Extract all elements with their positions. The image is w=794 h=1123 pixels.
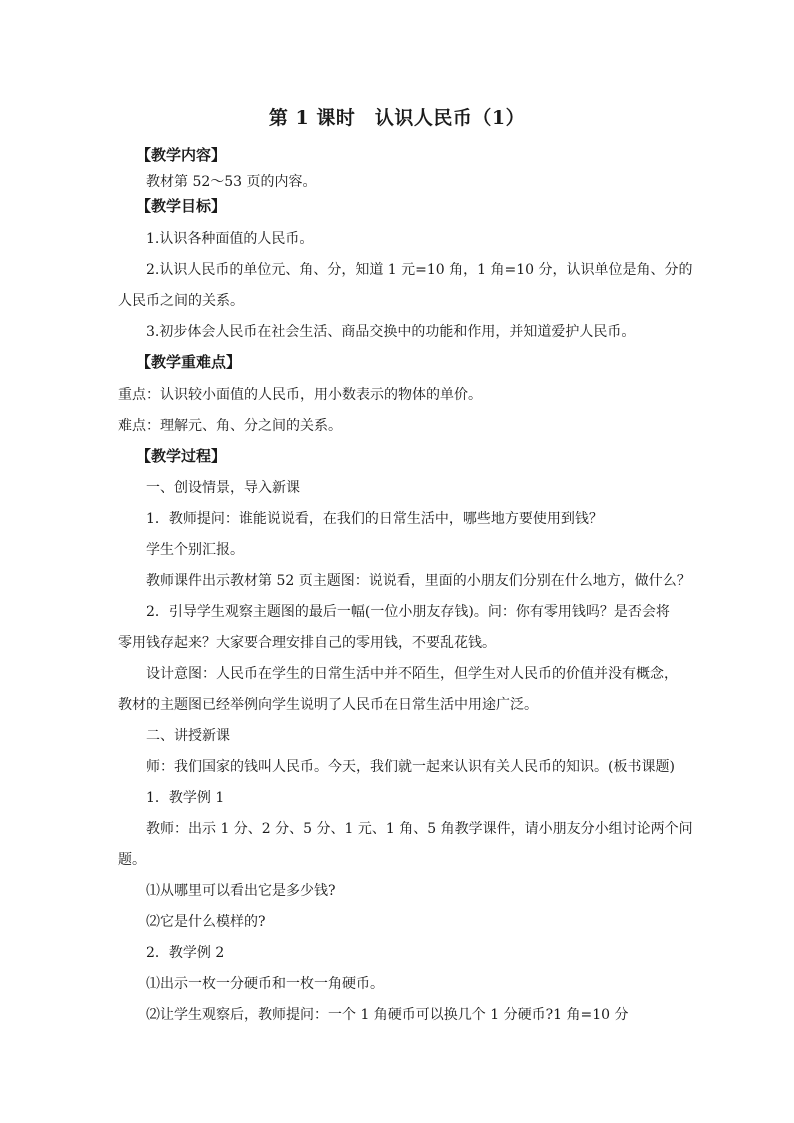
paragraph: 学生个别汇报。 [146, 542, 244, 558]
paragraph: ⑴出示一枚一分硬币和一枚一角硬币。 [146, 976, 384, 992]
paragraph: 零用钱存起来？大家要合理安排自己的零用钱，不要乱花钱。 [118, 635, 496, 651]
paragraph: ⑴从哪里可以看出它是多少钱? [146, 883, 336, 899]
page-title: 第 1 课时 认识人民币（1） [268, 107, 526, 129]
paragraph: 2．教学例 2 [146, 945, 225, 961]
paragraph: 3.初步体会人民币在社会生活、商品交换中的功能和作用，并知道爱护人民币。 [146, 324, 636, 340]
paragraph: 二、讲授新课 [146, 728, 230, 744]
paragraph: 难点：理解元、角、分之间的关系。 [118, 418, 342, 434]
section-heading-goals: 【教学目标】 [136, 197, 227, 215]
paragraph: 1．教师提问：谁能说说看，在我们的日常生活中，哪些地方要使用到钱？ [146, 511, 603, 527]
paragraph: 2.认识人民币的单位元、角、分，知道 1 元=10 角，1 角=10 分，认识单位是角、分的 [146, 262, 693, 278]
paragraph: 1．教学例 1 [146, 790, 225, 806]
section-heading-content: 【教学内容】 [136, 146, 227, 164]
paragraph: 重点：认识较小面值的人民币，用小数表示的物体的单价。 [118, 387, 482, 403]
paragraph: ⑵让学生观察后，教师提问：一个 1 角硬币可以换几个 1 分硬币?1 角=10 分 [146, 1007, 629, 1023]
section-heading-keypoints: 【教学重难点】 [136, 353, 242, 371]
paragraph: 教师：出示 1 分、2 分、5 分、1 元、1 角、5 角教学课件，请小朋友分小组讨论两个问 [146, 821, 693, 837]
paragraph: 教材第 52～53 页的内容。 [146, 174, 317, 190]
paragraph: 2．引导学生观察主题图的最后一幅(一位小朋友存钱)。问：你有零用钱吗？是否会将 [146, 604, 670, 620]
paragraph: 师：我们国家的钱叫人民币。今天，我们就一起来认识有关人民币的知识。(板书课题) [146, 759, 675, 775]
paragraph: ⑵它是什么模样的? [146, 914, 266, 930]
paragraph: 1.认识各种面值的人民币。 [146, 231, 314, 247]
paragraph: 设计意图：人民币在学生的日常生活中并不陌生，但学生对人民币的价值并没有概念， [146, 666, 678, 682]
paragraph: 教材的主题图已经举例向学生说明了人民币在日常生活中用途广泛。 [118, 697, 538, 713]
paragraph: 题。 [118, 852, 146, 868]
paragraph: 一、创设情景，导入新课 [146, 480, 300, 496]
paragraph: 人民币之间的关系。 [118, 293, 244, 309]
paragraph: 教师课件出示教材第 52 页主题图：说说看，里面的小朋友们分别在什么地方，做什么？ [146, 573, 691, 589]
section-heading-process: 【教学过程】 [136, 447, 227, 465]
